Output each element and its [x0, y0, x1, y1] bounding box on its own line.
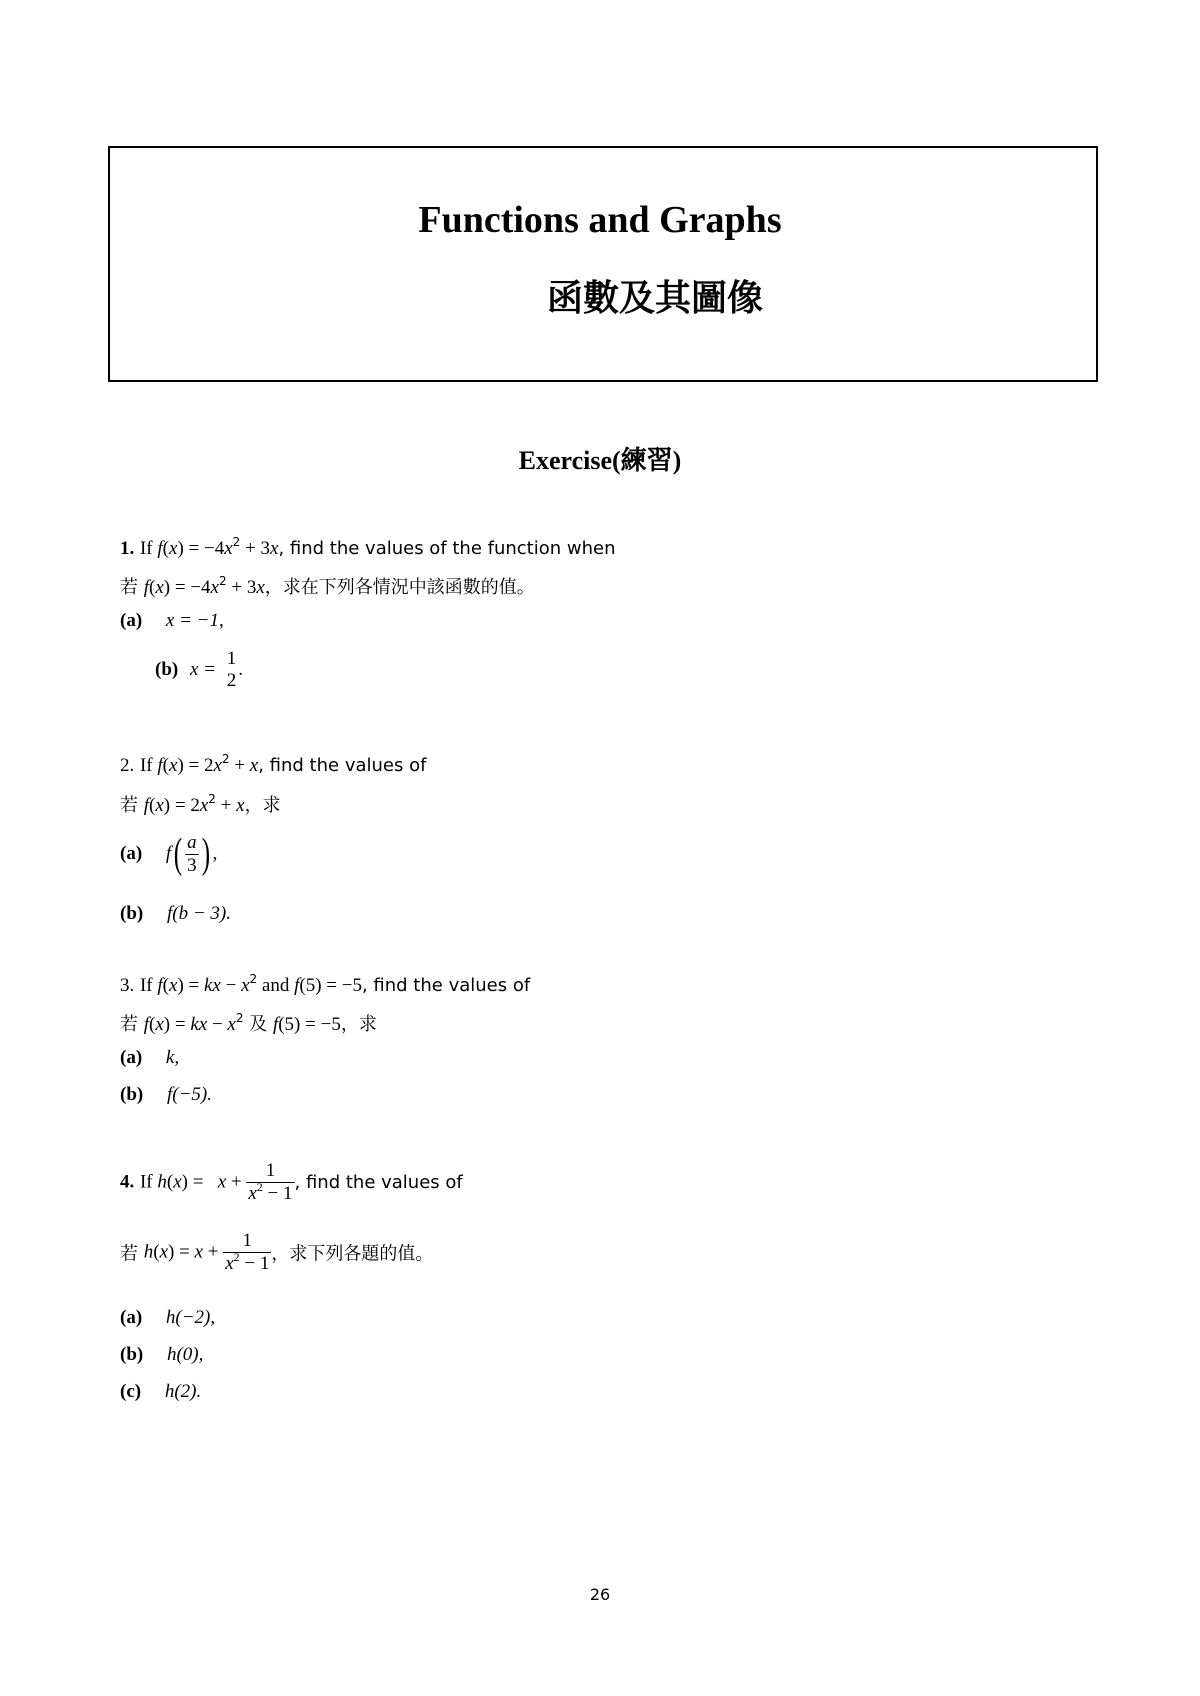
q4-chinese: 若 h(x) = x + $\frac{1}{x^2 - 1}$ ，求下列各題的值。: [120, 1230, 434, 1274]
q2-english: 2. If $f(x) = 2x^2 + x$, find the values of: [120, 752, 427, 776]
q2-a-label: (a): [120, 843, 143, 864]
q4-a-label: (a): [120, 1307, 143, 1328]
q2-a-fraction: $\frac{a}{3}$: [187, 831, 197, 876]
q3-chinese-suffix: ，求: [340, 1014, 377, 1035]
page-title-chinese: 函數及其圖像: [546, 278, 763, 319]
title-box: [108, 146, 1098, 382]
q3-a-expression: k,: [165, 1047, 180, 1068]
q4-part-b: [120, 1344, 203, 1366]
q1-part-a: [120, 610, 224, 632]
q4-part-a: [120, 1307, 215, 1329]
q3-part-b: [120, 1084, 212, 1106]
q1-a-label: (a): [120, 610, 143, 631]
q1-english: 1. If $f(x) = -4x^2 + 3x$, find the values of the function when: [120, 535, 616, 559]
page-title: Functions and Graphs: [418, 199, 782, 241]
q3-chinese: 若 f(x) = kx − $x^2$ 及 f(5) = −5，求: [120, 1011, 377, 1035]
q3-english: 3. If f(x) = kx − $x^2$ and f(5) = −5, find the values of: [120, 972, 531, 996]
q3-a-label: (a): [120, 1047, 143, 1068]
q3-english-suffix: , find the values of: [361, 975, 531, 996]
q3-b-expression: f(−5).: [166, 1084, 212, 1105]
q2-b-expression: f(b − 3).: [166, 903, 231, 924]
q4-c-label: (c): [120, 1381, 142, 1402]
q2-chinese-suffix: ，求: [244, 795, 281, 816]
q2-chinese: 若 $f(x) = 2x^2 + x$，求: [120, 792, 281, 816]
q4-c-expression: h(2).: [164, 1381, 202, 1402]
q2-part-b: [120, 903, 231, 925]
q1-part-b: (b) x = 1 2 .: [155, 648, 243, 691]
q3-part-a: [120, 1047, 179, 1069]
q1-chinese-suffix: ，求在下列各情況中該函數的值。: [264, 577, 535, 598]
q1-a-expression: x = −1,: [165, 610, 224, 631]
q4-number: 4.: [120, 1171, 135, 1193]
q3-number: 3.: [120, 975, 135, 996]
q1-b-label: (b): [155, 659, 179, 680]
q1-number: 1.: [120, 538, 135, 559]
q4-part-c: [120, 1381, 201, 1403]
q2-part-a: (a) f( $\frac{a}{3}$ ) ,: [120, 831, 218, 877]
q1-english-suffix: , find the values of the function when: [278, 538, 616, 559]
q1-b-fraction: 1 2: [226, 648, 237, 691]
q4-english: 4. If h(x) = x + $\frac{1}{x^2 - 1}$ , find the values of: [120, 1160, 463, 1204]
q2-b-label: (b): [120, 903, 144, 924]
q4-english-suffix: , find the values of: [294, 1172, 463, 1193]
page-number: 26: [589, 1585, 611, 1604]
q4-chinese-suffix: ，求下列各題的值。: [271, 1243, 434, 1265]
q4-b-expression: h(0),: [166, 1344, 204, 1365]
q2-number: 2.: [120, 755, 135, 776]
q4-chinese-fraction: $\frac{1}{x^2 - 1}$: [225, 1230, 270, 1274]
q1-chinese: 若 $f(x) = -4x^2 + 3x$，求在下列各情況中該函數的值。: [120, 574, 535, 598]
exercise-heading: Exercise(練習): [518, 446, 682, 475]
q4-a-expression: h(−2),: [165, 1307, 216, 1328]
q4-english-fraction: $\frac{1}{x^2 - 1}$: [248, 1160, 293, 1204]
q3-b-label: (b): [120, 1084, 144, 1105]
q4-b-label: (b): [120, 1344, 144, 1365]
q2-english-suffix: , find the values of: [258, 755, 427, 776]
